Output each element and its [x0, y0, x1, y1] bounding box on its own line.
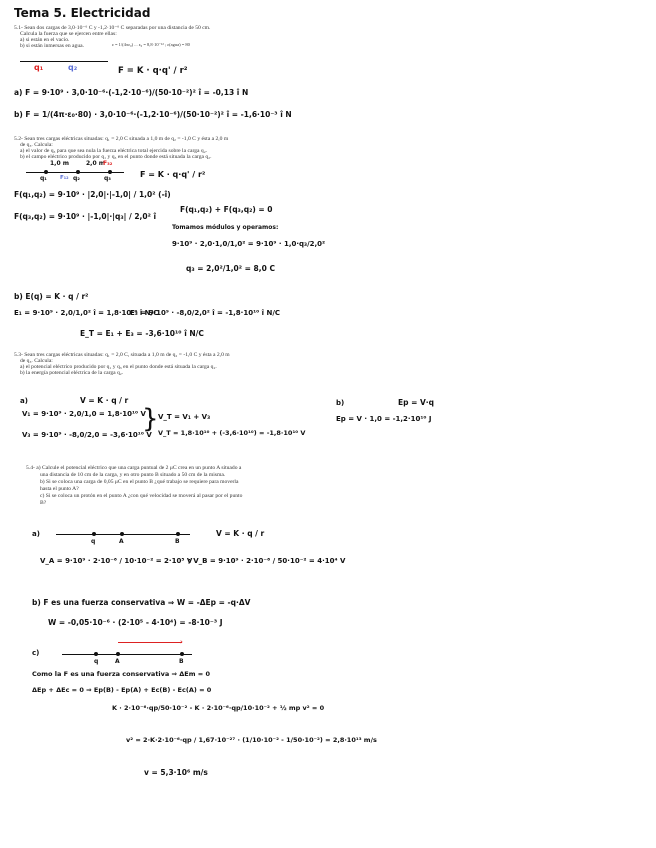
field-law: b) E(q) = K · q / r² — [14, 292, 89, 301]
potential-law: V = K · q / r — [216, 529, 265, 538]
answer-b: b) F = 1/(4π·ε₀·80) · 3,0·10⁻⁶·(-1,2·10⁻⁶)/(50·10⁻²)² î = -1,6·10⁻³ î N — [14, 110, 292, 119]
distance-2: 2,0 m — [86, 160, 105, 167]
statement-line: de q₃. Calcula: — [20, 142, 53, 148]
page-title: Tema 5. Electricidad — [14, 6, 151, 20]
charge-axis — [20, 61, 108, 62]
statement-line: b) el campo eléctrico producido por q₁ y q₃ en el punto donde está situada la carga q₂. — [20, 154, 212, 160]
statement-line: hasta el punto A? — [40, 486, 79, 492]
statement-line: de q₃. Calcula: — [20, 358, 53, 364]
charge-point-q2 — [76, 170, 80, 174]
statement-line: 5.3- Sean tres cargas eléctricas situadas: q₁ = 2,0 C, situada a 1,0 m de q₂ = -1,0 C y ésta a 2,0 m — [14, 352, 230, 358]
potential-total-def: V_T = V₁ + V₃ — [158, 413, 211, 421]
energy-balance: ΔEp + ΔEc = 0 ⇒ Ep(B) - Ep(A) + Ec(B) - Ec(A) = 0 — [32, 686, 212, 694]
force-label-f32: F₃₂ — [103, 160, 113, 167]
point-a — [120, 532, 124, 536]
force-f12: F(q₁,q₂) = 9·10⁹ · |2,0|·|-1,0| / 1,0² (-î) — [14, 190, 171, 199]
charge-label-q2: q₂ — [68, 63, 78, 72]
field-e3: E₃ = 9·10⁹ · -8,0/2,0² î = -1,8·10¹⁰ î N/C — [130, 309, 281, 317]
statement-line: c) Si se coloca un protón en el punto A ¿con qué velocidad se moverá al pasar por el punto — [40, 493, 243, 499]
point-axis — [62, 654, 192, 655]
charge-point-q3 — [108, 170, 112, 174]
energy-equation: K · 2·10⁻⁶·qp/50·10⁻² - K · 2·10⁻⁶·qp/10·10⁻² + ½ mp v² = 0 — [112, 704, 325, 712]
label-a: A — [119, 538, 124, 545]
potential-total: V_T = 1,8·10¹⁰ + (-3,6·10¹⁰) = -1,8·10¹⁰ V — [158, 429, 306, 437]
point-a — [116, 652, 120, 656]
charge-label-q1: q₁ — [34, 63, 44, 72]
part-a-label: a) — [32, 530, 40, 538]
distance-1: 1,0 m — [50, 160, 69, 167]
statement-line: 5.1- Sean dos cargas de 3,0·10⁻⁶ C y -1,2·10⁻⁶ C separadas por una distancia de 50 cm. — [14, 25, 211, 31]
field-total: E_T = E₁ + E₃ = -3,6·10¹⁰ î N/C — [80, 329, 204, 338]
potential-v3: V₃ = 9·10⁹ · -8,0/2,0 = -3,6·10¹⁰ V — [22, 431, 152, 439]
charge-label-q2: q₂ — [73, 175, 80, 182]
statement-line: b) si están inmersas en agua. — [20, 43, 84, 49]
statement-line: b) Si se coloca una carga de 0,05 μC en el punto B ¿qué trabajo se requiere para moverla — [40, 479, 239, 485]
point-b — [180, 652, 184, 656]
statement-line: a) el valor de q₃ para que sea nula la fuerza eléctrica total ejercida sobre la carga q₂. — [20, 148, 208, 154]
statement-line: a) el potencial eléctrico producido por q₁ y q₃ en el punto donde está situada la carga q₂. — [20, 364, 217, 370]
label-q: q — [91, 538, 96, 545]
part-a-label: a) — [20, 397, 28, 405]
coulomb-law: F = K · q·q' / r² — [140, 170, 206, 179]
potential-energy: Ep = V · 1,0 = -1,2·10¹⁰ J — [336, 415, 432, 423]
point-b — [176, 532, 180, 536]
statement-line: una distancia de 10 cm de la carga, y en otro punto B situado a 50 cm de la misma. — [40, 472, 226, 478]
label-b: B — [175, 538, 180, 545]
work-result: W = -0,05·10⁻⁶ · (2·10⁵ - 4·10⁴) = -8·10⁻³ J — [48, 618, 223, 627]
velocity-squared: v² = 2·K·2·10⁻⁶·qp / 1,67·10⁻²⁷ · (1/10·10⁻² - 1/50·10⁻²) = 2,8·10¹³ m/s — [126, 736, 377, 744]
statement-line: b) la energía potencial eléctrica de la carga q₂. — [20, 370, 124, 376]
statement-line: a) si están en el vacío. — [20, 37, 70, 43]
potential-va: V_A = 9·10⁹ · 2·10⁻⁶ / 10·10⁻² = 2·10⁵ V — [40, 557, 193, 565]
equation: 9·10⁹ · 2,0·1,0/1,0² = 9·10⁹ · 1,0·q₃/2,0² — [172, 240, 326, 248]
field-e1: E₁ = 9·10⁹ · 2,0/1,0² î = 1,8·10¹⁰ î N/C — [14, 309, 159, 317]
label-q: q — [94, 658, 99, 665]
formula-note: ε = 1/(4πε₀) ... ε₀ = 8,8·10⁻¹² ; ε(agua) = 80 — [112, 42, 190, 47]
part-b-work: b) F es una fuerza conservativa ⇒ W = -ΔEp = -q·ΔV — [32, 598, 251, 607]
velocity-result: v = 5,3·10⁶ m/s — [144, 768, 208, 777]
point-q — [92, 532, 96, 536]
statement-line: B? — [40, 500, 47, 506]
part-b-label: b) — [336, 399, 345, 407]
part-c-label: c) — [32, 649, 40, 657]
answer-a: a) F = 9·10⁹ · 3,0·10⁻⁶·(-1,2·10⁻⁶)/(50·10⁻²)² î = -0,13 î N — [14, 88, 249, 97]
velocity-arrow — [118, 642, 182, 643]
force-sum: F(q₁,q₂) + F(q₃,q₂) = 0 — [180, 205, 273, 214]
potential-vb: ; V_B = 9·10⁹ · 2·10⁻⁶ / 50·10⁻² = 4·10⁴ V — [188, 557, 346, 565]
charge-label-q1: q₁ — [40, 175, 47, 182]
energy-conservation: Como la F es una fuerza conservativa ⇒ ΔEm = 0 — [32, 670, 210, 678]
potential-law: V = K · q / r — [80, 396, 129, 405]
point-q — [94, 652, 98, 656]
potential-v1: V₁ = 9·10⁹ · 2,0/1,0 = 1,8·10¹⁰ V — [22, 410, 146, 418]
force-f32: F(q₃,q₂) = 9·10⁹ · |-1,0|·|q₃| / 2,0² î — [14, 212, 157, 221]
statement-line: 5.4- a) Calcule el potencial eléctrico que una carga puntual de 2 μC crea en un punto A situado a — [26, 465, 242, 471]
result-q3: q₃ = 2,0²/1,0² = 8,0 C — [186, 264, 275, 273]
coulomb-law: F = K · q·q' / r² — [118, 66, 188, 76]
label-b: B — [179, 658, 184, 665]
force-label-f12: F₁₂ — [60, 175, 69, 181]
charge-point-q1 — [44, 170, 48, 174]
brace: } — [142, 404, 159, 434]
note: Tomamos módulos y operamos: — [172, 224, 279, 231]
statement-line: Calcula la fuerza que se ejercen entre ellas: — [20, 31, 117, 37]
arrow-head-icon: › — [180, 638, 183, 646]
charge-label-q3: q₃ — [104, 175, 111, 182]
label-a: A — [115, 658, 120, 665]
energy-law: Ep = V·q — [398, 398, 435, 407]
statement-line: 5.2- Sean tres cargas eléctricas situadas: q₁ = 2,0 C situada a 1,0 m de q₂ = -1,0 C y ésta a 2,0 m — [14, 136, 229, 142]
